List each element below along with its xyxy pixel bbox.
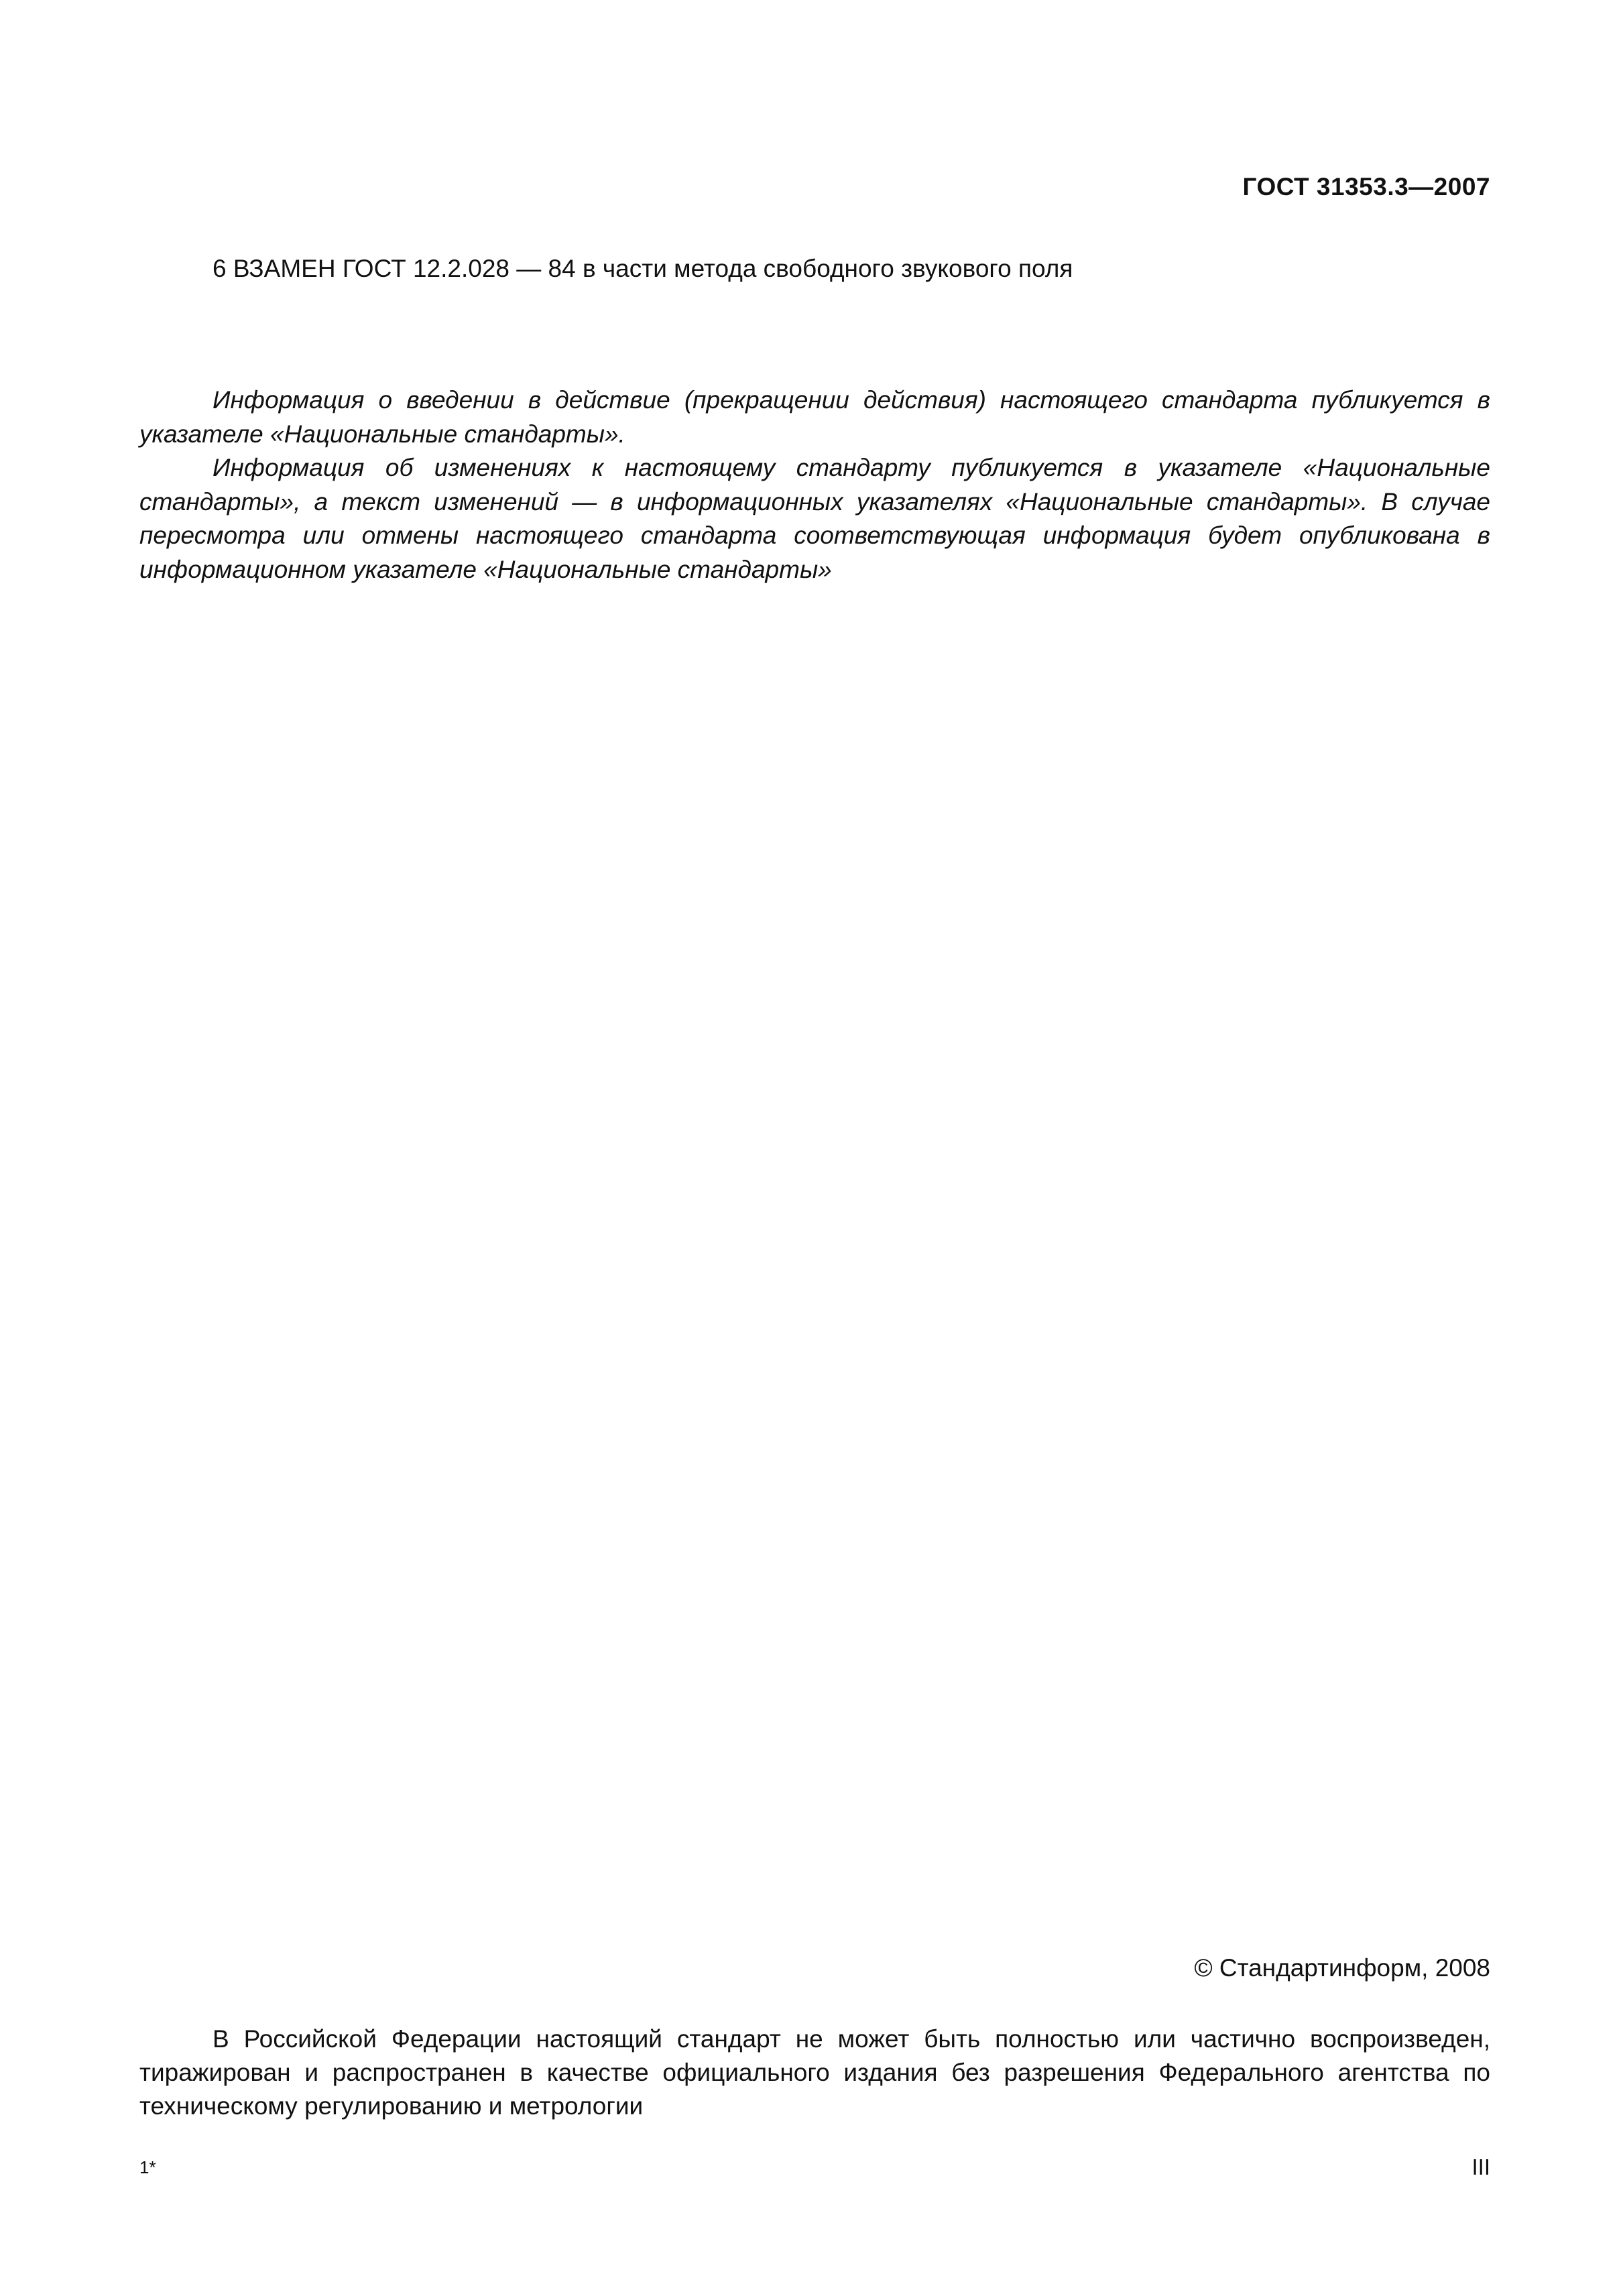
standard-code-header: ГОСТ 31353.3—2007 (1242, 173, 1490, 200)
replacement-statement: 6 ВЗАМЕН ГОСТ 12.2.028 — 84 в части метода свободного звукового поля (213, 255, 1073, 282)
page-number: III (1471, 2155, 1490, 2179)
publication-info-block (139, 383, 1490, 587)
sheet-mark: 1* (139, 2157, 156, 2177)
info-paragraph-introduction: Информация о введении в действие (прекращении действия) настоящего стандарта публикуется в указателе «Национальные стандарты». (139, 386, 1490, 448)
reproduction-notice: В Российской Федерации настоящий стандарт не может быть полностью или частично воспроизведен, тиражирован и распространен в качестве официального издания без разрешения Федерального агентства по техническому регулированию и метрологии (139, 2025, 1490, 2120)
info-paragraph-changes: Информация об изменениях к настоящему стандарту публикуется в указателе «Национальные стандарты», а текст изменений — в информационных указателях «Национальные стандарты». В случае пересмотра или отмены настоящего стандарта соответствующая информация будет опубликована в информационном указателе «Национальные стандарты» (139, 454, 1490, 583)
reproduction-notice-block (139, 2022, 1490, 2123)
copyright-line: © Стандартинформ, 2008 (1194, 1954, 1490, 1982)
